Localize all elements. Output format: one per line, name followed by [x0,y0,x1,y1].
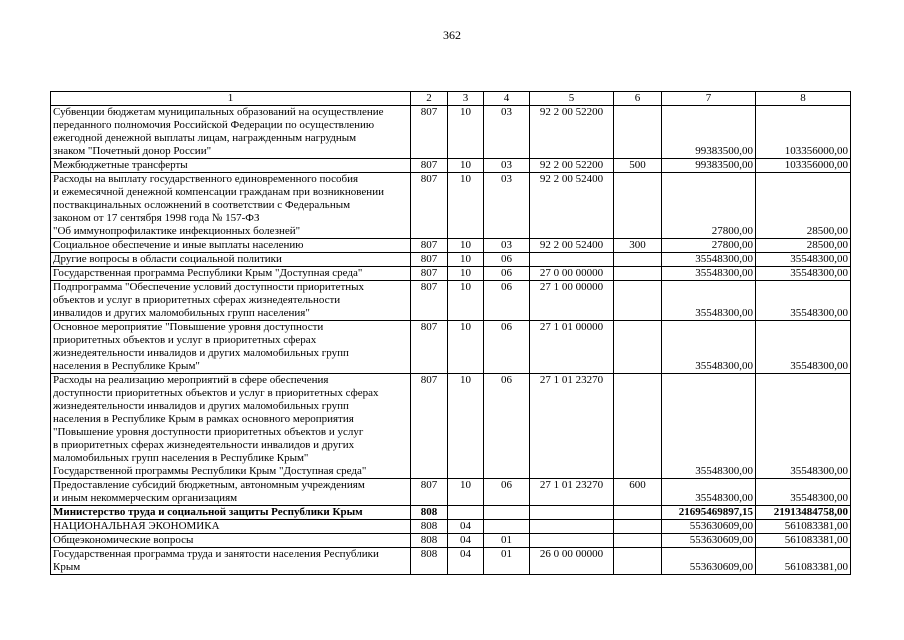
subsection-code [484,506,530,520]
amount-year-1: 99383500,00 [662,106,756,159]
section-code: 04 [448,548,484,575]
amount-year-2: 35548300,00 [756,253,851,267]
row-description: Основное мероприятие "Повышение уровня доступности приоритетных объектов и услуг в приоритетных сферах жизнедеятельности инвалидов и других маломобильных групп населения в Республике Крым" [51,321,411,374]
table-row [51,479,851,506]
expense-type-code [614,321,662,374]
subsection-code: 06 [484,479,530,506]
row-description: Расходы на выплату государственного единовременного пособия и ежемесячной денежной компенсации гражданам при возникновении поствакцинальных осложнений в соответствии с Федеральным законом от 17 сентября 1998 года № 157-ФЗ "Об иммунопрофилактике инфекционных болезней" [51,173,411,239]
table-row [51,281,851,321]
expense-type-code [614,520,662,534]
row-description: Субвенции бюджетам муниципальных образований на осуществление переданного полномочия Российской Федерации по осуществлению ежегодной денежной выплаты лицам, награжденным нагрудным знаком "Почетный донор России" [51,106,411,159]
amount-year-2: 35548300,00 [756,267,851,281]
grbs-code: 808 [411,534,448,548]
amount-year-2: 561083381,00 [756,520,851,534]
amount-year-2: 35548300,00 [756,374,851,479]
column-number: 2 [411,92,448,106]
expense-type-code [614,548,662,575]
column-number: 8 [756,92,851,106]
row-description: Подпрограмма "Обеспечение условий доступности приоритетных объектов и услуг в приоритетных сферах жизнедеятельности инвалидов и других маломобильных групп населения" [51,281,411,321]
amount-year-2: 21913484758,00 [756,506,851,520]
row-description: Расходы на реализацию мероприятий в сфере обеспечения доступности приоритетных объектов и услуг в приоритетных сферах жизнедеятельности инвалидов и других маломобильных групп населения в Республике Крым в рамках основного мероприятия "Повышение уровня доступности приоритетных объектов и услуг в приоритетных сферах жизнедеятельности инвалидов и других маломобильных групп населения в Республике Крым" Государственной программы Республики Крым "Доступная среда" [51,374,411,479]
grbs-code: 807 [411,479,448,506]
page-number: 362 [443,28,461,42]
amount-year-2: 561083381,00 [756,534,851,548]
section-code [448,506,484,520]
target-article-code [530,253,614,267]
grbs-code: 807 [411,253,448,267]
grbs-code: 807 [411,106,448,159]
row-description: Предоставление субсидий бюджетным, автономным учреждениям и иным некоммерческим организациям [51,479,411,506]
column-number: 4 [484,92,530,106]
amount-year-1: 553630609,00 [662,534,756,548]
subsection-code: 03 [484,159,530,173]
expense-type-code [614,534,662,548]
target-article-code [530,534,614,548]
grbs-code: 807 [411,173,448,239]
table-row [51,253,851,267]
row-description: Социальное обеспечение и иные выплаты населению [51,239,411,253]
expense-type-code [614,106,662,159]
grbs-code: 807 [411,374,448,479]
amount-year-1: 27800,00 [662,173,756,239]
grbs-code: 807 [411,159,448,173]
target-article-code [530,520,614,534]
column-number: 5 [530,92,614,106]
section-code: 04 [448,520,484,534]
target-article-code: 27 1 01 00000 [530,321,614,374]
amount-year-2: 28500,00 [756,239,851,253]
subsection-code: 06 [484,374,530,479]
column-number: 7 [662,92,756,106]
amount-year-2: 561083381,00 [756,548,851,575]
grbs-code: 807 [411,239,448,253]
subsection-code [484,520,530,534]
target-article-code: 92 2 00 52400 [530,173,614,239]
section-code: 10 [448,479,484,506]
target-article-code: 27 1 00 00000 [530,281,614,321]
table-row [51,374,851,479]
expense-type-code [614,281,662,321]
amount-year-2: 28500,00 [756,173,851,239]
column-number-row [51,92,851,106]
column-number: 6 [614,92,662,106]
amount-year-2: 35548300,00 [756,479,851,506]
subsection-code: 06 [484,281,530,321]
row-description: Общеэкономические вопросы [51,534,411,548]
section-code: 10 [448,159,484,173]
expense-type-code: 300 [614,239,662,253]
grbs-code: 807 [411,321,448,374]
amount-year-1: 35548300,00 [662,281,756,321]
grbs-code: 808 [411,548,448,575]
section-code: 10 [448,239,484,253]
table-row [51,159,851,173]
amount-year-1: 35548300,00 [662,479,756,506]
section-code: 10 [448,173,484,239]
target-article-code: 27 1 01 23270 [530,479,614,506]
subsection-code: 03 [484,239,530,253]
target-article-code: 27 0 00 00000 [530,267,614,281]
column-number: 1 [51,92,411,106]
table-row [51,267,851,281]
row-description: НАЦИОНАЛЬНАЯ ЭКОНОМИКА [51,520,411,534]
amount-year-1: 27800,00 [662,239,756,253]
target-article-code: 26 0 00 00000 [530,548,614,575]
section-code: 10 [448,253,484,267]
expense-type-code [614,374,662,479]
amount-year-1: 21695469897,15 [662,506,756,520]
budget-table [50,91,851,575]
target-article-code [530,506,614,520]
amount-year-1: 553630609,00 [662,548,756,575]
row-description: Другие вопросы в области социальной политики [51,253,411,267]
target-article-code: 92 2 00 52400 [530,239,614,253]
section-code: 10 [448,321,484,374]
section-code: 10 [448,374,484,479]
amount-year-1: 35548300,00 [662,253,756,267]
subsection-code: 06 [484,253,530,267]
amount-year-1: 553630609,00 [662,520,756,534]
subsection-code: 01 [484,548,530,575]
subsection-code: 03 [484,106,530,159]
subsection-code: 03 [484,173,530,239]
expense-type-code: 500 [614,159,662,173]
expense-type-code: 600 [614,479,662,506]
row-description: Государственная программа Республики Крым "Доступная среда" [51,267,411,281]
expense-type-code [614,173,662,239]
column-number: 3 [448,92,484,106]
expense-type-code [614,253,662,267]
amount-year-2: 35548300,00 [756,281,851,321]
amount-year-1: 99383500,00 [662,159,756,173]
table-row [51,548,851,575]
amount-year-2: 103356000,00 [756,106,851,159]
target-article-code: 27 1 01 23270 [530,374,614,479]
table-row [51,506,851,520]
grbs-code: 807 [411,267,448,281]
grbs-code: 808 [411,506,448,520]
grbs-code: 808 [411,520,448,534]
target-article-code: 92 2 00 52200 [530,106,614,159]
row-description: Министерство труда и социальной защиты Республики Крым [51,506,411,520]
amount-year-1: 35548300,00 [662,267,756,281]
table-row [51,239,851,253]
table-row [51,520,851,534]
row-description: Государственная программа труда и занятости населения Республики Крым [51,548,411,575]
table-row [51,321,851,374]
table-row [51,173,851,239]
grbs-code: 807 [411,281,448,321]
subsection-code: 06 [484,267,530,281]
table-row [51,106,851,159]
amount-year-2: 35548300,00 [756,321,851,374]
section-code: 10 [448,267,484,281]
section-code: 10 [448,106,484,159]
subsection-code: 06 [484,321,530,374]
subsection-code: 01 [484,534,530,548]
expense-type-code [614,267,662,281]
row-description: Межбюджетные трансферты [51,159,411,173]
amount-year-2: 103356000,00 [756,159,851,173]
target-article-code: 92 2 00 52200 [530,159,614,173]
amount-year-1: 35548300,00 [662,321,756,374]
section-code: 10 [448,281,484,321]
amount-year-1: 35548300,00 [662,374,756,479]
section-code: 04 [448,534,484,548]
expense-type-code [614,506,662,520]
table-row [51,534,851,548]
